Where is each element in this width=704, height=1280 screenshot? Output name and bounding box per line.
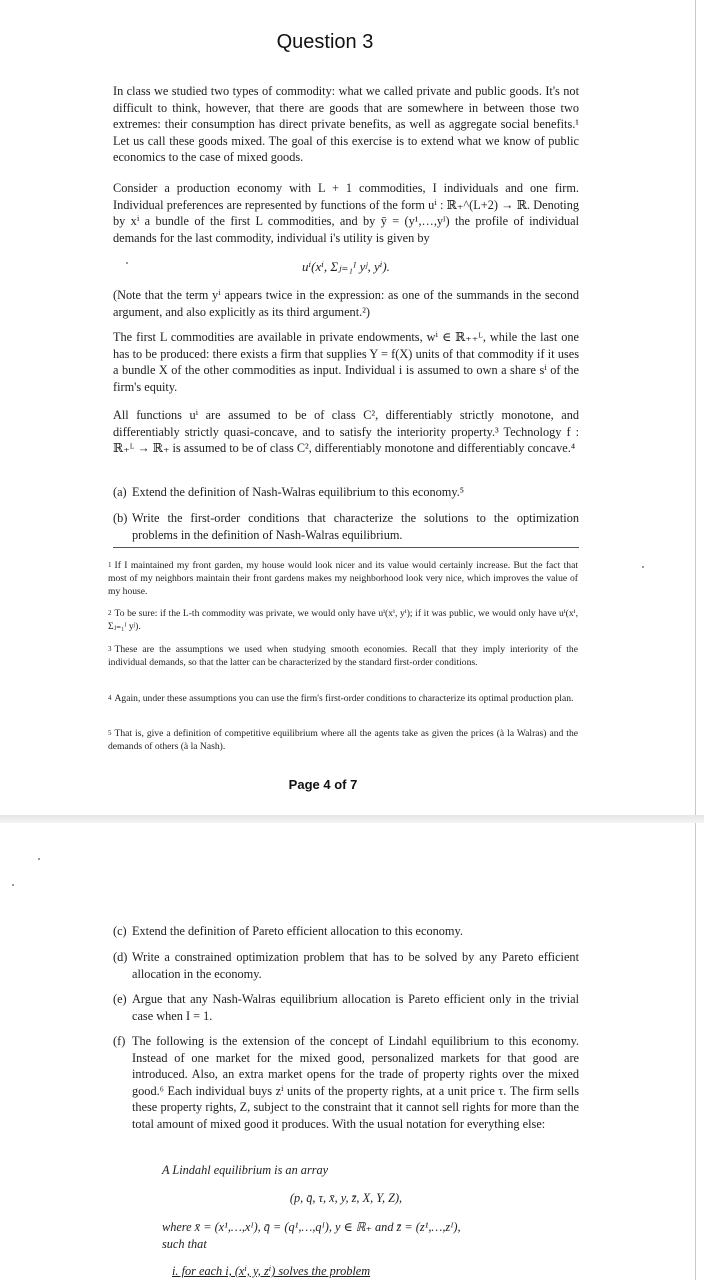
footnote-mark: 4: [108, 694, 112, 702]
question-item-b: [113, 510, 579, 543]
note-paragraph: (Note that the term yⁱ appears twice in the expression: as one of the summands in the second argument, and also explicitly as its third argument.²): [113, 288, 579, 319]
item-e-text: Argue that any Nash-Walras equilibrium allocation is Pareto efficient only in the trivial case when I = 1.: [132, 992, 579, 1023]
lindahl-definition-intro: A Lindahl equilibrium is an array: [162, 1163, 329, 1177]
scan-speck: [12, 884, 14, 886]
such-that: such that: [162, 1237, 207, 1251]
page-5: [0, 823, 704, 1280]
page-separator: [0, 815, 704, 823]
item-a-label: (a): [113, 485, 127, 499]
item-b-label: (b): [113, 511, 128, 525]
assumptions-paragraph: All functions uⁱ are assumed to be of class C², differentiably strictly monotone, and differentiably strictly quasi-concave, and to satisfy the interiority property.³ Technology f : ℝ₊ᴸ → ℝ₊ is assumed to be of class C², differentiably monotone and differentiably concave.⁴: [113, 408, 579, 456]
footnote-mark: 3: [108, 645, 112, 653]
question-title: Question 3: [276, 31, 374, 53]
economy-paragraph: Consider a production economy with L + 1 commodities, I individuals and one firm. Individual preferences are represented by functions of the form uⁱ : ℝ₊^(L+2) → ℝ. Denoting by xⁱ a bundle of the first L commodities, and by ȳ = (y¹,…,yᴵ) the profile of individual demands for the last commodity, individual i's utility is given by: [113, 181, 579, 245]
item-c-text: Extend the definition of Pareto efficient allocation to this economy.: [132, 924, 463, 938]
item-d-label: (d): [113, 950, 128, 964]
footnote-3: [108, 643, 578, 669]
item-e-label: (e): [113, 992, 127, 1006]
item-f-label: (f): [113, 1034, 126, 1048]
footnote-text: To be sure: if the L-th commodity was private, we would only have uⁱ(xⁱ, yⁱ); if it was public, we would only have uⁱ(xⁱ, Σⱼ₌₁ᴵ yʲ).: [108, 608, 578, 632]
intro-paragraph: In class we studied two types of commodity: what we called private and public goods. It's not difficult to think, however, that there are goods that are somewhere in between those two extremes: their consumption has direct private benefits, as well as aggregate social benefits.¹ Let us call these goods mixed. The goal of this exercise is to extend what we know of public economics to the case of mixed goods.: [113, 84, 579, 165]
question-item-a: [113, 484, 579, 501]
footnote-mark: 5: [108, 729, 112, 737]
question-item-f: [113, 1033, 579, 1133]
item-b-text: Write the first-order conditions that characterize the solutions to the optimization problems in the definition of Nash-Walras equilibrium.: [132, 511, 579, 542]
footnote-mark: 2: [108, 609, 112, 617]
footnote-text: That is, give a definition of competitive equilibrium where all the agents take as given the prices (à la Walras) and the demands of others (à la Nash).: [108, 728, 578, 752]
item-a-text: Extend the definition of Nash-Walras equilibrium to this economy.⁵: [132, 485, 465, 499]
item-d-text: Write a constrained optimization problem that has to be solved by any Pareto efficient allocation in the economy.: [132, 950, 579, 981]
footnote-text: These are the assumptions we used when studying smooth economies. Recall that they imply interiority of the individual demands, so that the latter can be characterized by the standard first-order conditions.: [108, 644, 578, 668]
lindahl-array: (p, q̄, τ, x̄, y, z̄, X, Y, Z),: [289, 1191, 403, 1205]
item-c-label: (c): [113, 924, 127, 938]
endowment-paragraph: The first L commodities are available in private endowments, wⁱ ∈ ℝ₊₊ᴸ, while the last one has to be produced: there exists a firm that supplies Y = f(X) units of that commodity if it uses a bundle X of the other commodities as input. Individual i is assumed to own a share sⁱ of the firm's equity.: [113, 330, 579, 394]
utility-equation: uⁱ(xⁱ, Σⱼ₌₁ᴵ yʲ, yⁱ).: [302, 259, 390, 274]
footnote-mark: 1: [108, 561, 112, 569]
question-item-e: [113, 991, 579, 1024]
item-f-text: The following is the extension of the concept of Lindahl equilibrium to this economy. Instead of one market for the mixed good, personalized markets for that good are introduced. Also, an extra market opens for the trade of property rights over the mixed good.⁶ Each individual buys zⁱ units of the property rights, at a unit price τ. The firm sells these property rights, Z, subject to the constraint that it cannot sell rights for more than the total amount of mixed good it produces. With the usual notation for everything else:: [132, 1034, 579, 1131]
question-item-d: [113, 949, 579, 982]
footnote-4: [108, 692, 578, 705]
question-item-c: [113, 923, 579, 940]
footnote-text: Again, under these assumptions you can use the firm's first-order conditions to characterize its optimal production plan.: [114, 693, 574, 704]
page-edge-line: [695, 0, 696, 815]
page-number: Page 4 of 7: [288, 777, 358, 792]
where-line: where x̄ = (x¹,…,xᴵ), q̄ = (q¹,…,qᴵ), y ∈ ℝ₊ and z̄ = (z¹,…,zᴵ),: [162, 1220, 461, 1234]
condition-i: i. for each i, (xⁱ, y, zⁱ) solves the problem: [172, 1264, 371, 1278]
scan-speck: [126, 262, 128, 264]
scan-speck: [642, 566, 644, 568]
footnote-text: If I maintained my front garden, my house would look nicer and its value would certainly increase. But the fact that most of my neighbors maintain their front gardens makes my neighborhood look very nice, which improves the value of my house.: [108, 560, 578, 597]
scan-speck: [38, 858, 40, 860]
footnote-5: [108, 727, 578, 753]
page-edge-line: [695, 823, 696, 1280]
footnote-rule: [113, 547, 579, 548]
footnote-2: [108, 607, 578, 633]
footnote-1: [108, 559, 578, 598]
